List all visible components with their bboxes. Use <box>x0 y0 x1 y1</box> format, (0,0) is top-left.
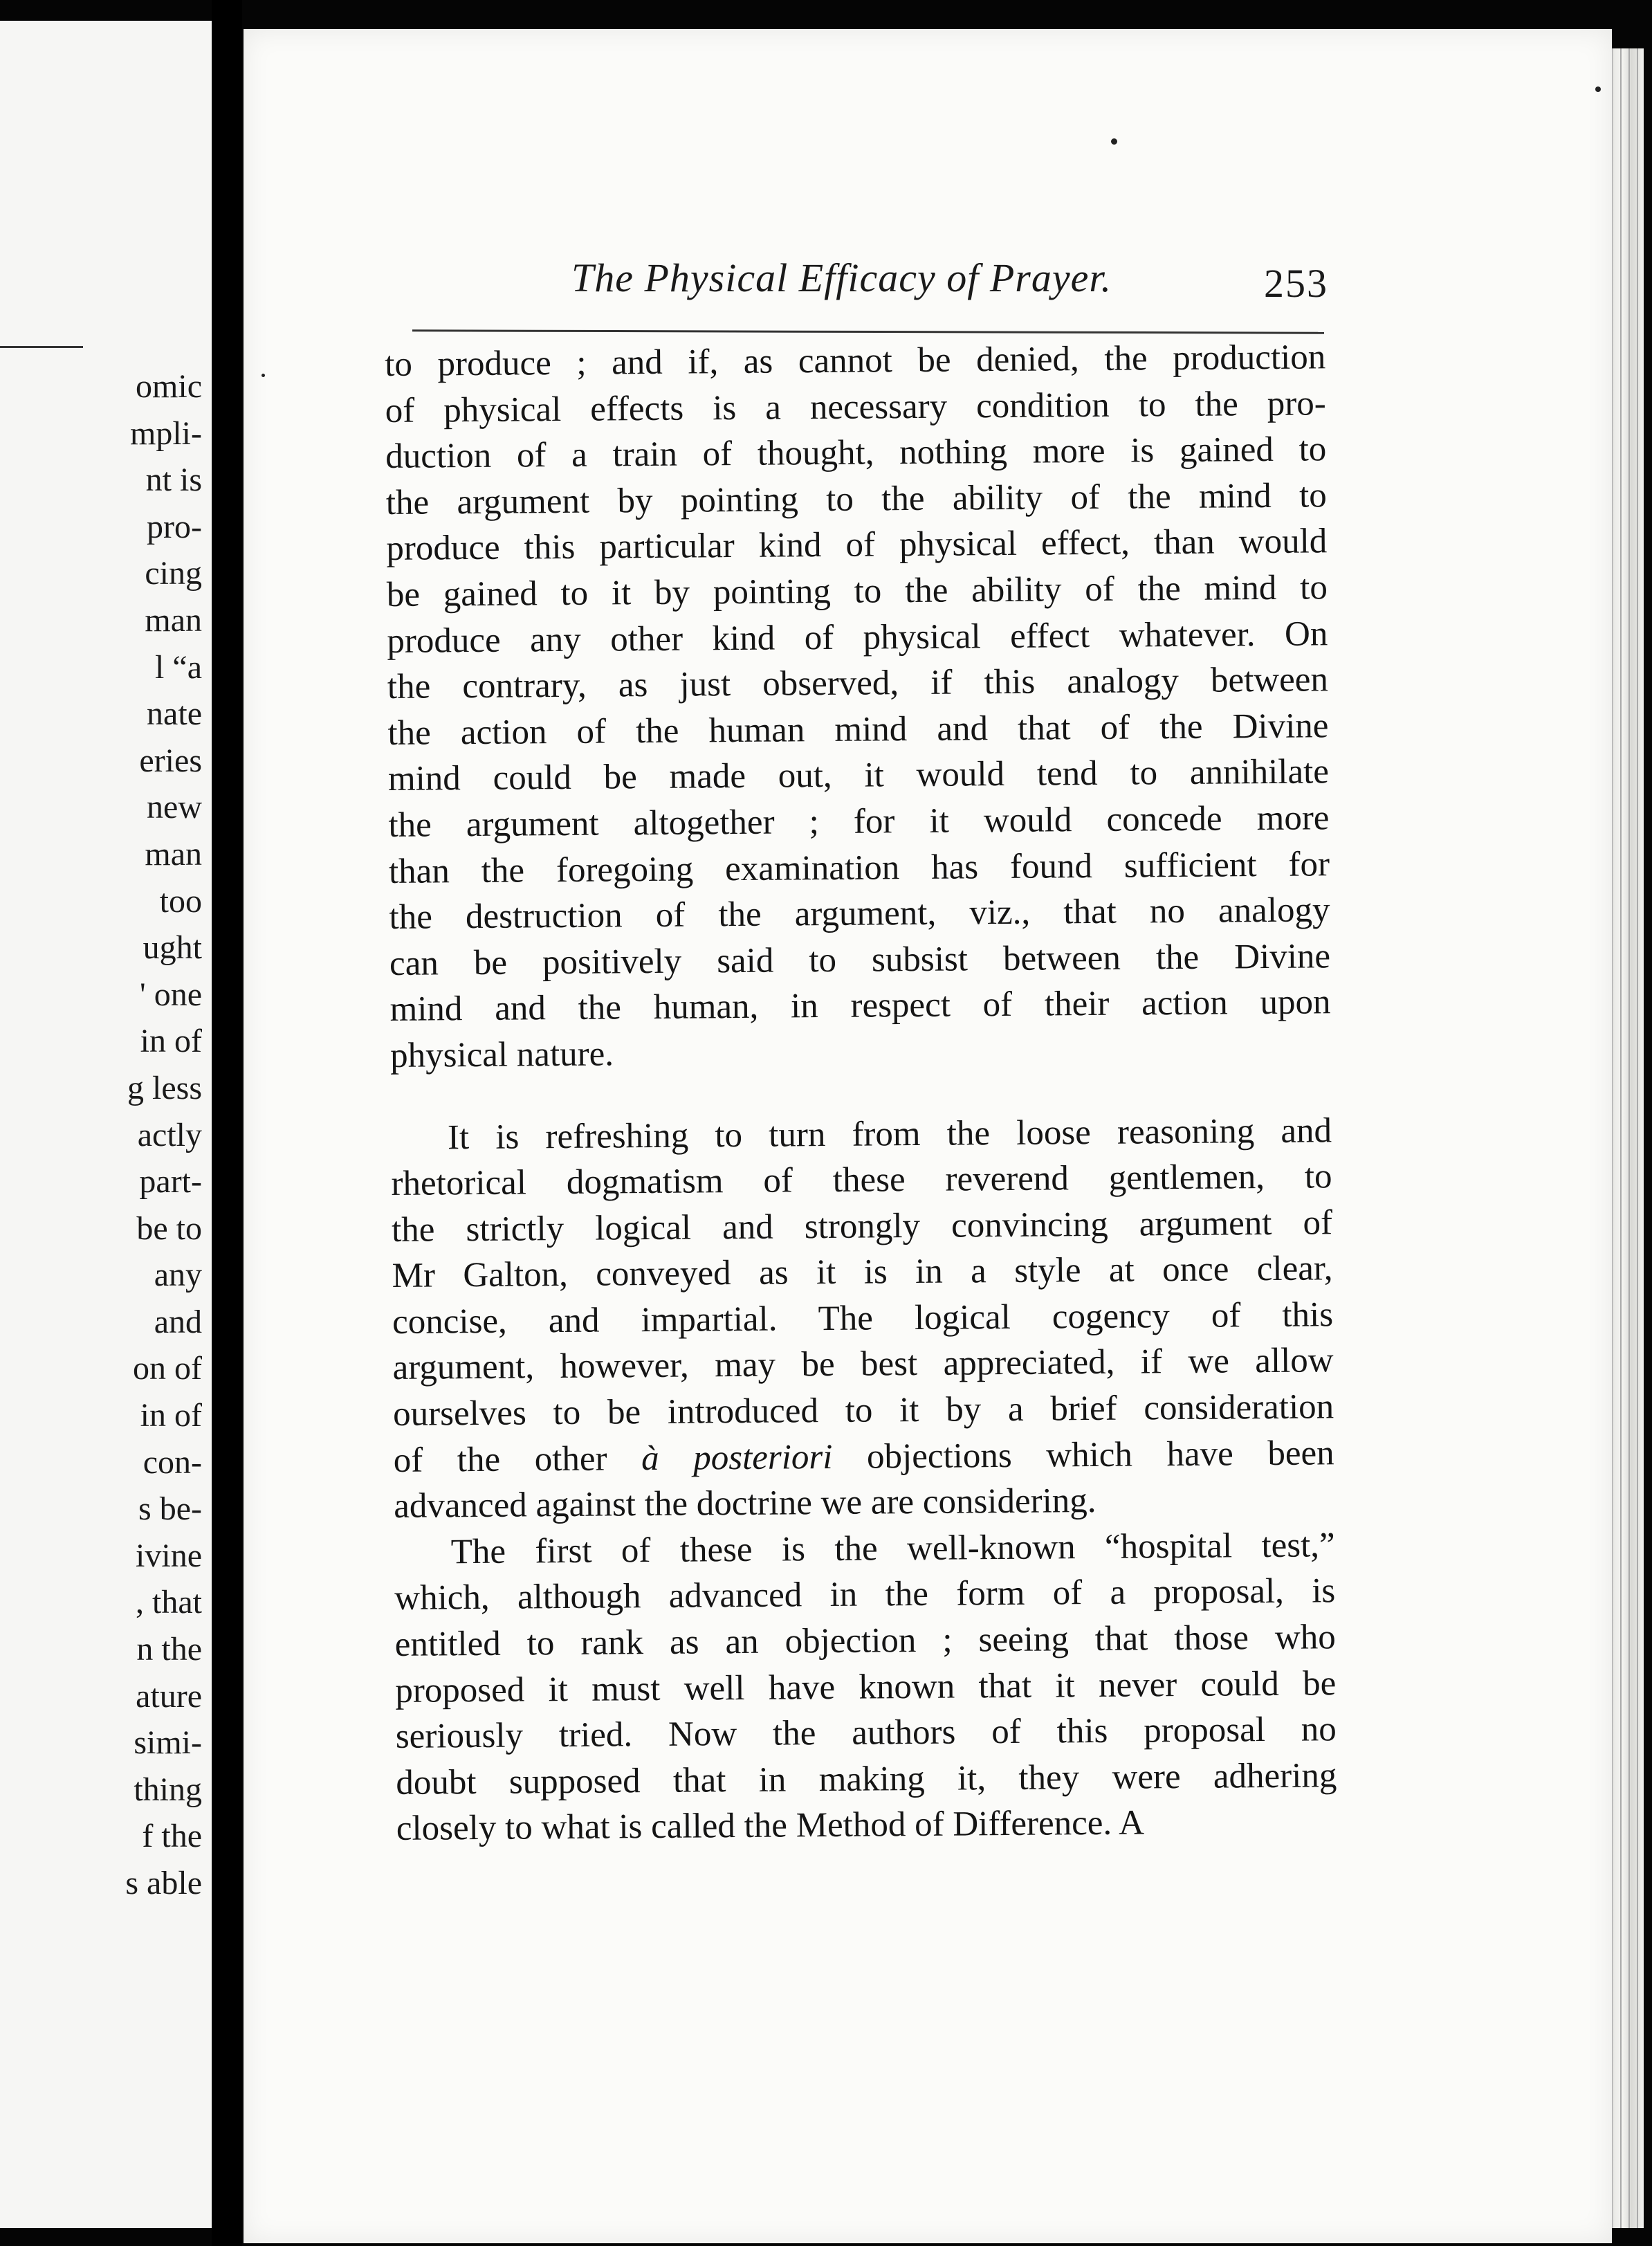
left-page-line-fragment: actly <box>137 1116 202 1153</box>
facing-page-left <box>0 21 212 2228</box>
text-line: proposed it must well have known that it never could be <box>395 1663 1337 1710</box>
left-page-line-fragment: too <box>159 882 202 920</box>
left-page-line-fragment: ivine <box>136 1537 202 1574</box>
left-page-line-fragment: be to <box>136 1209 202 1247</box>
text-line: The first of these is the well-known “hospital test,” <box>450 1526 1335 1572</box>
left-page-line-fragment: thing <box>134 1771 202 1808</box>
text-line: advanced against the doctrine we are considering. <box>394 1481 1096 1526</box>
text-line: physical nature. <box>389 1034 614 1075</box>
text-line: concise, and impartial. The logical cogency of this <box>392 1295 1334 1342</box>
page-edge-line <box>1620 48 1622 2228</box>
left-page-line-fragment: cing <box>145 555 202 592</box>
left-page-line-fragment: part- <box>139 1163 202 1200</box>
paragraph <box>385 334 1331 1079</box>
left-page-line-fragment: omic <box>136 368 202 405</box>
text-line: can be positively said to subsist between the Divine <box>389 937 1331 983</box>
text-line: closely to what is called the Method of Difference. A <box>396 1803 1145 1849</box>
text-line: the action of the human mind and that of the Divine <box>387 706 1329 753</box>
text-line: argument, however, may be best appreciated, if we allow <box>392 1341 1334 1388</box>
left-page-line-fragment: man <box>145 835 202 873</box>
page-edge-line <box>1637 48 1638 2228</box>
paragraph <box>391 1108 1335 1530</box>
running-title: The Physical Efficacy of Prayer. <box>571 255 1112 300</box>
scan-speck <box>261 374 265 377</box>
text-line: duction of a train of thought, nothing more is gained to <box>385 430 1327 477</box>
text-line: seriously tried. Now the authors of this proposal no <box>395 1710 1337 1757</box>
left-page-line-fragment: n the <box>136 1631 202 1668</box>
text-line: produce any other kind of physical effect whatever. On <box>387 614 1328 661</box>
page-header <box>415 255 1328 317</box>
text-line: mind could be made out, it would tend to annihilate <box>387 752 1330 799</box>
text-line: rhetorical dogmatism of these reverend gentlemen, to <box>391 1157 1332 1204</box>
left-page-line-fragment: new <box>147 789 202 826</box>
text-line: of the other à posteriori objections which have been <box>393 1433 1334 1480</box>
left-page-line-fragment: ' one <box>140 976 202 1013</box>
left-page-line-fragment: simi- <box>134 1724 202 1762</box>
text-line: entitled to rank as an objection ; seeing that those who <box>394 1618 1336 1664</box>
text-line: the destruction of the argument, viz., that no analogy <box>389 891 1330 938</box>
left-page-line-fragment: l “a <box>155 648 202 686</box>
left-page-line-fragment: con- <box>143 1443 202 1481</box>
left-page-line-fragment: g less <box>127 1069 202 1106</box>
text-line: than the foregoing examination has found sufficient for <box>388 844 1330 891</box>
italic-phrase: à posteriori <box>641 1437 833 1478</box>
text-line: be gained to it by pointing to the ability of the mind to <box>386 568 1328 614</box>
text-line: produce this particular kind of physical effect, than would <box>386 522 1328 569</box>
text-line: Mr Galton, conveyed as it is in a style at once clear, <box>392 1249 1333 1296</box>
left-page-line-fragment: in of <box>140 1397 202 1434</box>
left-page-line-fragment: man <box>145 601 202 639</box>
scan-speck <box>1595 86 1601 92</box>
body-text <box>385 334 1337 1852</box>
text-line: ourselves to be introduced to it by a brief consideration <box>392 1387 1334 1434</box>
left-page-line-fragment: eries <box>139 742 202 779</box>
left-page-line-fragment: s able <box>125 1865 202 1901</box>
text-line: the contrary, as just observed, if this analogy between <box>387 660 1329 707</box>
text-line: the argument altogether ; for it would concede more <box>388 798 1330 845</box>
book-gutter <box>212 0 242 2246</box>
left-page-text-fragments <box>125 363 202 1907</box>
left-page-line-fragment: in of <box>140 1023 202 1060</box>
left-page-header-rule <box>0 346 83 348</box>
paragraph <box>394 1522 1337 1852</box>
text-line: of physical effects is a necessary condition to the pro- <box>385 383 1326 430</box>
left-page-line-fragment: mpli- <box>130 414 202 452</box>
left-page-line-fragment: and <box>154 1303 202 1340</box>
page-edge-line <box>1628 48 1630 2228</box>
left-page-line-fragment: , that <box>136 1584 202 1621</box>
text-line: the strictly logical and strongly convincing argument of <box>391 1203 1333 1250</box>
page-edge-stack <box>1612 48 1644 2228</box>
text-line: the argument by pointing to the ability of the mind to <box>385 476 1328 522</box>
left-page-line-fragment: f the <box>142 1818 202 1855</box>
left-page-line-fragment: nt is <box>145 462 202 499</box>
text-line: mind and the human, in respect of their action upon <box>389 983 1331 1030</box>
left-page-line-fragment: on of <box>133 1350 202 1387</box>
left-page-line-fragment: ature <box>136 1677 202 1715</box>
text-line: doubt supposed that in making it, they were adhering <box>396 1756 1337 1802</box>
left-page-line-fragment: pro- <box>147 508 202 545</box>
left-page-line-fragment: nate <box>147 695 202 733</box>
page-number: 253 <box>1264 261 1328 306</box>
text-line: to produce ; and if, as cannot be denied, the production <box>385 338 1326 384</box>
scan-speck <box>1111 138 1117 145</box>
left-page-line-fragment: s be- <box>138 1490 202 1528</box>
left-page-line-fragment: ught <box>143 929 202 967</box>
left-page-line-fragment: any <box>154 1257 202 1294</box>
text-line: which, although advanced in the form of a proposal, is <box>394 1571 1336 1618</box>
text-line: It is refreshing to turn from the loose reasoning and <box>447 1111 1332 1157</box>
